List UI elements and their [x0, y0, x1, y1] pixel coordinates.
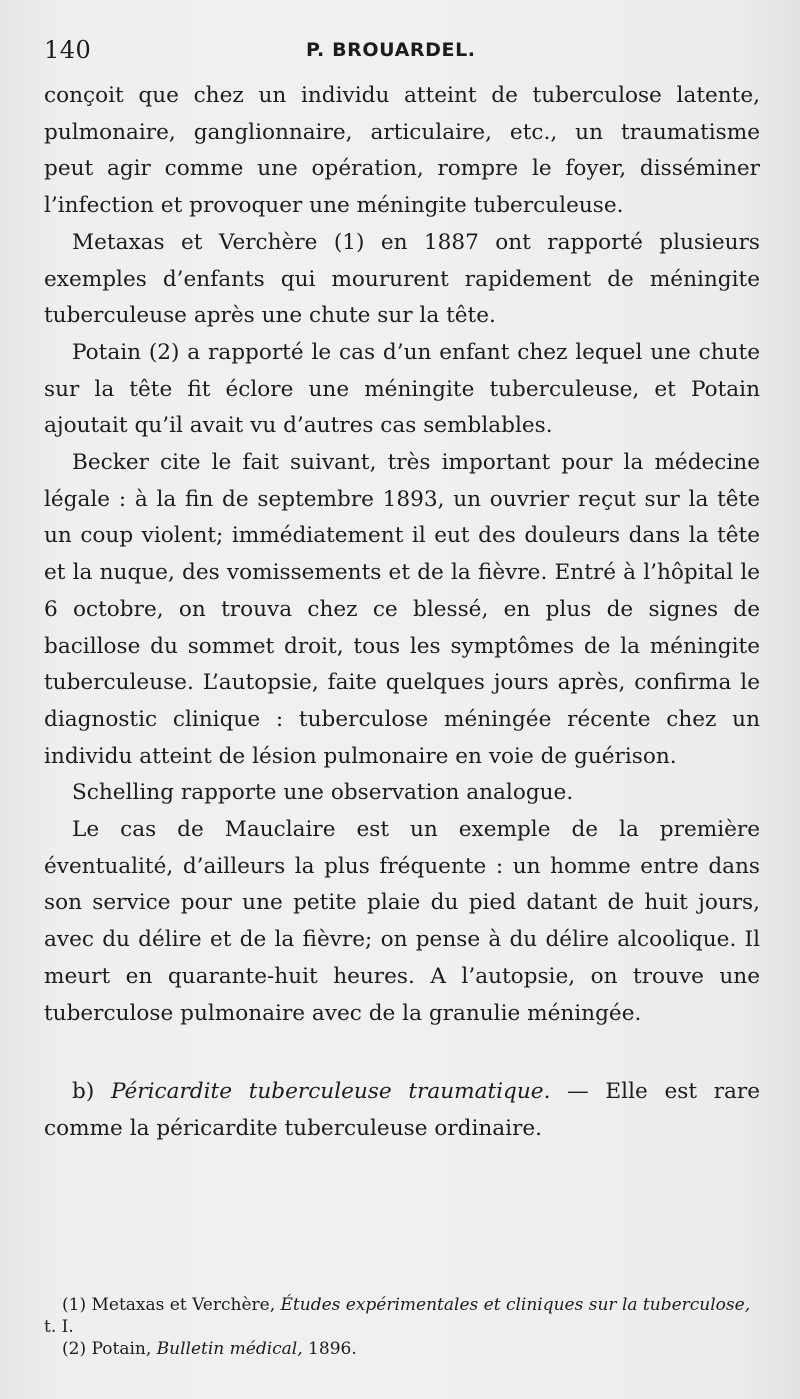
- footnote-title: Études expérimentales et cliniques sur la tuberculose,: [280, 1295, 751, 1315]
- footnote-marker: (1): [62, 1295, 87, 1315]
- page-header: [44, 36, 760, 70]
- page-number: 140: [44, 36, 92, 64]
- section-text: — Elle est rare comme la péricardite tuberculeuse ordinaire.: [44, 1079, 760, 1141]
- footnote-rest: 1896.: [302, 1339, 357, 1359]
- footnotes: [44, 1294, 760, 1360]
- section-pericardite: [44, 1074, 760, 1147]
- footnote-2: [44, 1338, 760, 1360]
- footnote-title: Bulletin médical,: [156, 1339, 303, 1359]
- footnote-rest: t. I.: [44, 1317, 74, 1337]
- paragraph-continuation: conçoit que chez un individu atteint de tuberculose latente, pulmonaire, ganglionnaire, articulaire, etc., un traumatisme peut agir comme une opération, rompre le foyer, disséminer l’infection et provoquer une méningite tuberculeuse.: [44, 83, 760, 219]
- footnote-authors: Potain,: [91, 1339, 152, 1359]
- paragraph-metaxas: Metaxas et Verchère (1) en 1887 ont rapporté plusieurs exemples d’enfants qui moururent rapidement de méningite tuberculeuse après une chute sur la tête.: [44, 229, 760, 329]
- paragraph-mauclaire: Le cas de Mauclaire est un exemple de la première éventualité, d’ailleurs la plus fréquente : un homme entre dans son service pour une petite plaie du pied datant de huit jours, avec du délire et de la fièvre; on pense à du délire alcoolique. Il meurt en quarante-huit heures. A l’autopsie, on trouve une tuberculose pulmonaire avec de la granulie méningée.: [44, 817, 760, 1026]
- paragraph-potain: Potain (2) a rapporté le cas d’un enfant chez lequel une chute sur la tête fit éclore une méningite tuberculeuse, et Potain ajoutait qu’il avait vu d’autres cas semblables.: [44, 339, 760, 439]
- section-label: b): [72, 1079, 95, 1105]
- footnote-authors: Metaxas et Verchère,: [91, 1295, 276, 1315]
- running-head: P. BROUARDEL.: [306, 39, 476, 61]
- footnote-marker: (2): [62, 1339, 87, 1359]
- footnote-1: [44, 1294, 760, 1338]
- paragraph-becker: Becker cite le fait suivant, très important pour la médecine légale : à la fin de septembre 1893, un ouvrier reçut sur la tête un coup violent; immédiatement il eut des douleurs dans la tête et la nuque, des vomissements et de la fièvre. Entré à l’hôpital le 6 octobre, on trouva chez ce blessé, en plus de signes de bacillose du sommet droit, tous les symptômes de la méningite tuberculeuse. L’autopsie, faite quelques jours après, confirma le diagnostic clinique : tuberculose méningée récente chez un individu atteint de lésion pulmonaire en voie de guérison.: [44, 450, 760, 769]
- section-title: Péricardite tuberculeuse traumatique.: [110, 1079, 551, 1105]
- body-text: [44, 78, 760, 1148]
- section-gap: [44, 1032, 760, 1074]
- paragraph-schelling: Schelling rapporte une observation analogue.: [72, 780, 574, 806]
